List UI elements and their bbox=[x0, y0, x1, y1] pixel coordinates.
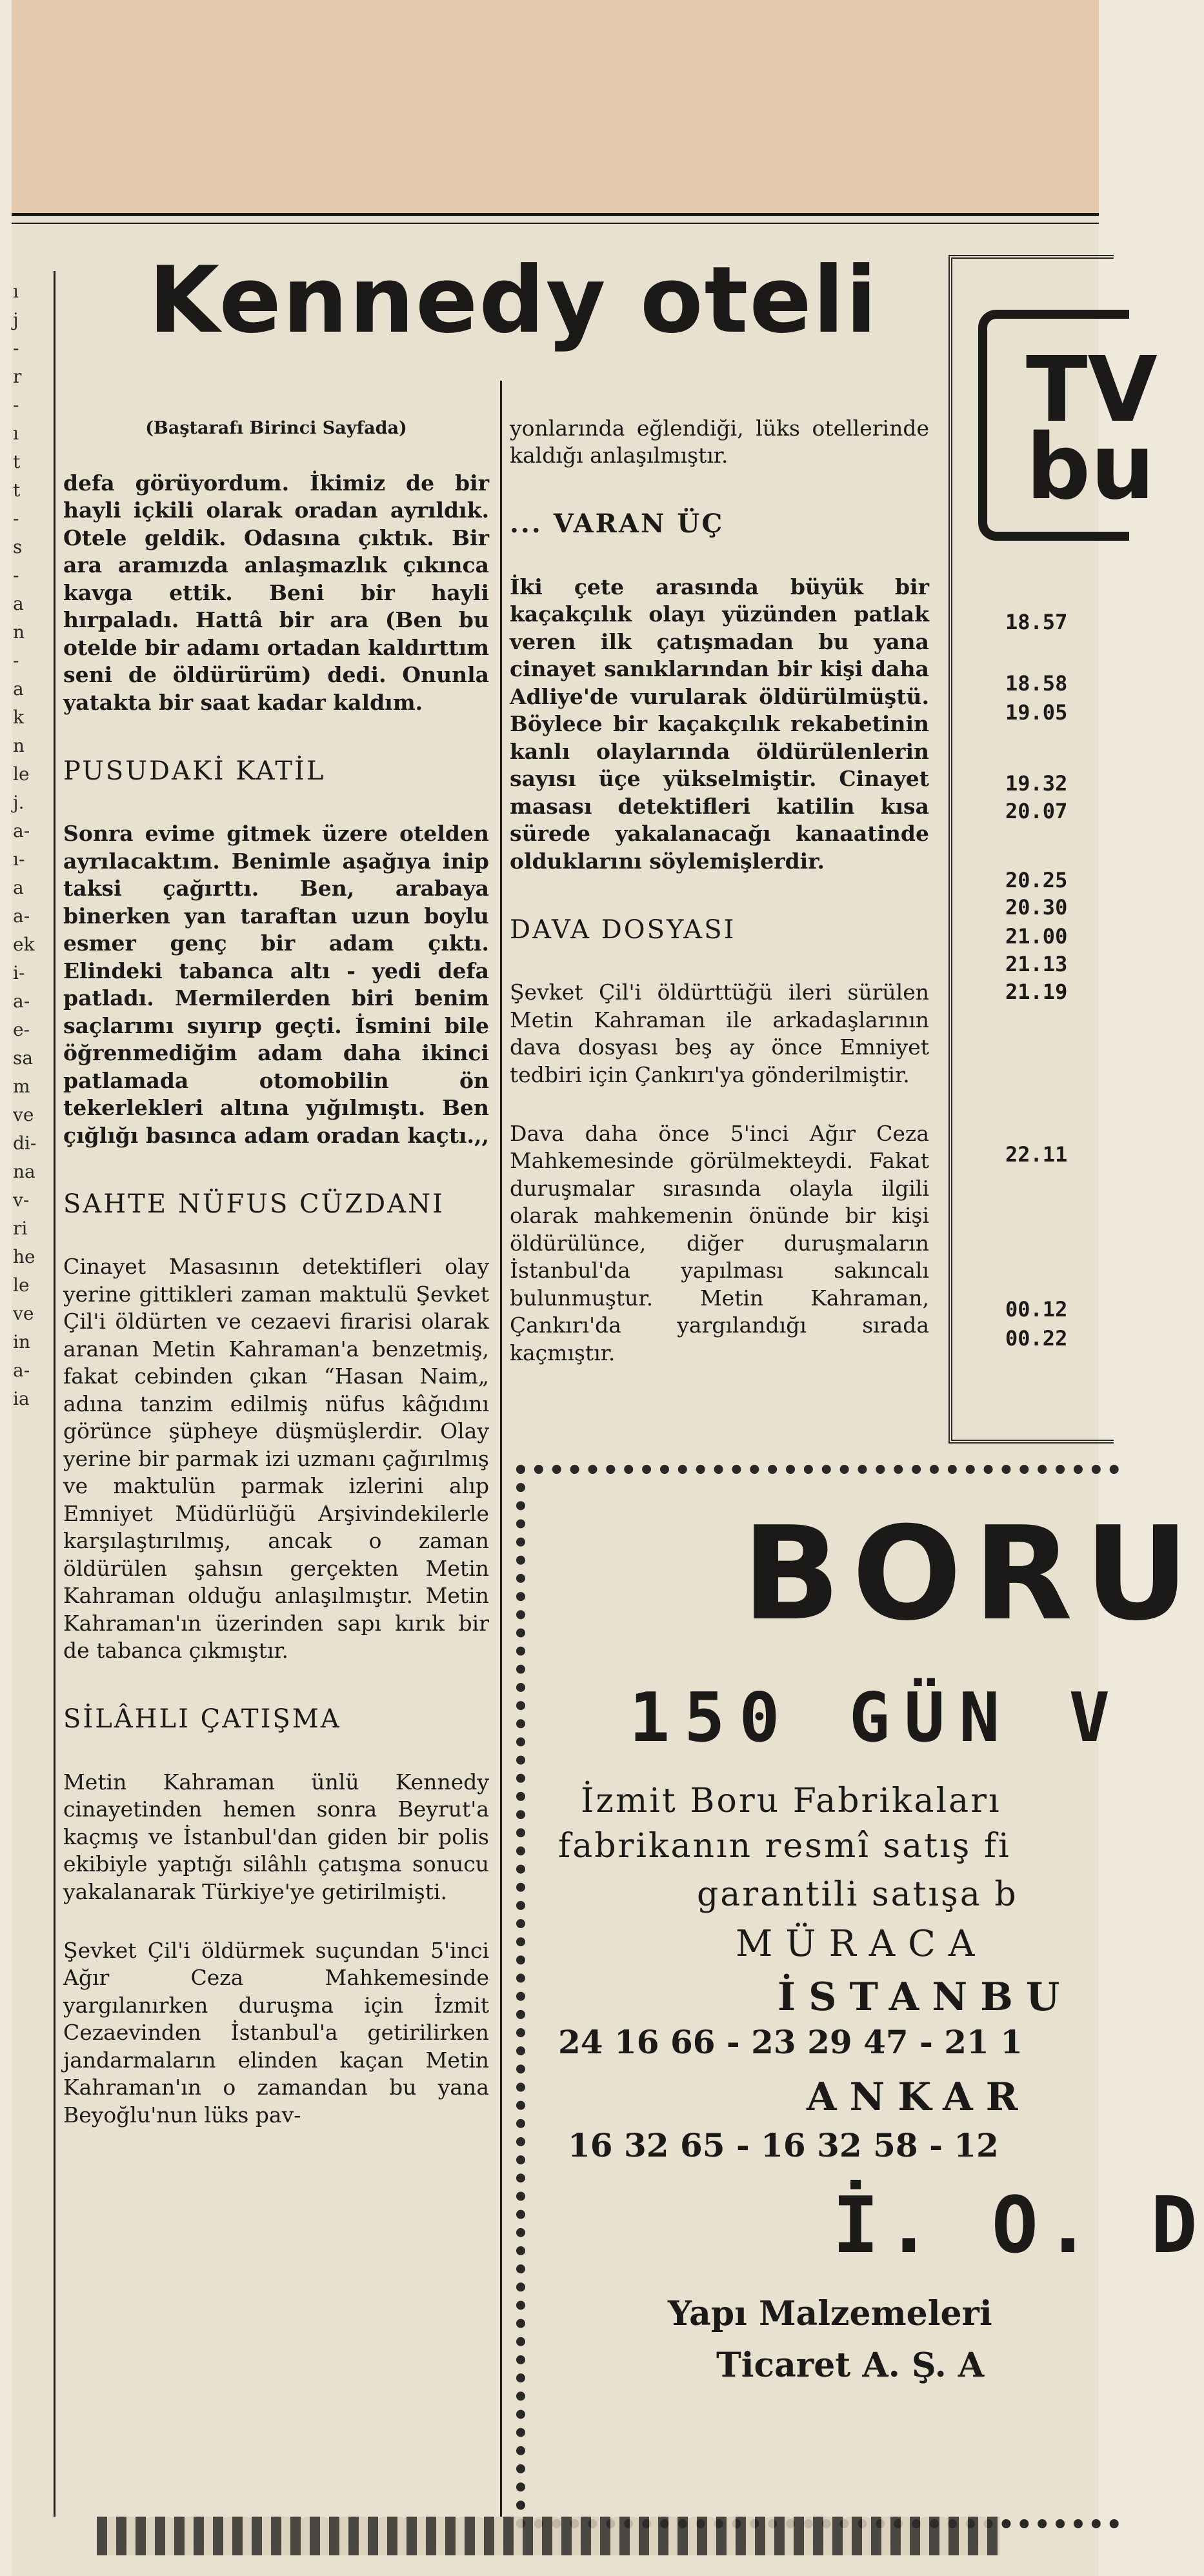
left-margin-fragment: j. bbox=[13, 792, 25, 813]
subhead-silahli-catisma: SİLÂHLI ÇATIŞMA bbox=[63, 1704, 341, 1734]
tv-logo-text bbox=[1026, 337, 1158, 520]
left-margin-fragment: he bbox=[13, 1246, 35, 1267]
left-margin-fragment: a bbox=[13, 593, 24, 614]
left-margin-fragment: - bbox=[13, 565, 19, 586]
ad-brand: BORU bbox=[742, 1499, 1201, 1649]
tv-time: 00.12 bbox=[1005, 1297, 1068, 1322]
left-margin-fragment: ia bbox=[13, 1388, 30, 1409]
article-paragraph: yonlarında eğlendiği, lüks otellerinde kaldığı anlaşılmıştır. bbox=[510, 415, 929, 468]
ad-company-line2: Ticaret A. Ş. A bbox=[716, 2346, 985, 2385]
left-margin-fragment: k bbox=[13, 707, 24, 728]
left-margin-fragment: t bbox=[13, 479, 21, 501]
ad-city-ankara: ANKAR bbox=[807, 2075, 1031, 2120]
left-margin-fragment: a bbox=[13, 877, 24, 898]
article-paragraph: İki çete arasında büyük bir kaçakçılık olayı yüzünden patlak veren ilk çatışmadan bu yana cinayet sanıklarından bir kişi daha Adliye'de vurularak öldürülmüştü. Böylece bir kaçakçılık rekabetinin kanlı olaylarında öldürülenlerin sayısı üçe yükselmiştir. Cinayet masası detektifleri katilin kısa sürede yakalanacağı kanaatinde olduklarını söylemişlerdir. bbox=[510, 574, 929, 874]
left-margin-fragment: ve bbox=[13, 1104, 34, 1125]
left-margin-fragment: ı bbox=[13, 423, 19, 444]
tv-time: 00.22 bbox=[1005, 1326, 1068, 1351]
left-margin-fragment: ı- bbox=[13, 849, 25, 870]
torn-paper-top bbox=[12, 0, 1099, 216]
article-paragraph: Cinayet Masasının detektifleri olay yerine gittikleri zaman maktulü Şevket Çil'i öldürten ve cezaevi firarisi olarak aranan Metin Kahraman'a benzetmiş, fakat cebinden çıkan “Hasan Naim„ adına tanzim edilmiş nüfus kâğıdını görünce şüpheye düşmüşlerdir. Olay yerine bir parmak izi uzmanı çağırılmış ve maktulün parmak izlerini alıp Emniyet Müdürlüğü Arşivindekilerle karşılaştırılmış, ancak o zaman öldürülen şahsın gerçekten Metin Kahraman olduğu anlaşılmıştır. Metin Kahraman'ın üzerinden sapı kırık bir de tabanca çıkmıştır. bbox=[63, 1254, 489, 1663]
left-margin-fragment: a- bbox=[13, 1360, 30, 1381]
subhead-pusudaki-katil: PUSUDAKİ KATİL bbox=[63, 756, 326, 786]
tv-logo-line-1: TV bbox=[1026, 337, 1158, 443]
tv-time: 22.11 bbox=[1005, 1142, 1068, 1167]
ad-company-initials: İ. O. D bbox=[832, 2181, 1204, 2271]
left-margin-fragment: di- bbox=[13, 1132, 37, 1154]
tv-time: 21.13 bbox=[1005, 952, 1068, 976]
ad-text: fabrikanın resmî satış fi bbox=[558, 1827, 1011, 1866]
left-margin-fragment: na bbox=[13, 1161, 35, 1182]
article-paragraph: Metin Kahraman ünlü Kennedy cinayetinden hemen sonra Beyrut'a kaçmış ve İstanbul'dan giden bir polis ekibiyle yaptığı silâhlı çatışma sonucu yakalanarak Türkiye'ye getirilmişti. bbox=[63, 1769, 489, 1904]
left-margin-fragment: ı bbox=[13, 281, 19, 302]
left-margin-fragment: a- bbox=[13, 820, 30, 841]
subhead-dava-dosyasi: DAVA DOSYASI bbox=[510, 914, 736, 945]
tv-time: 20.07 bbox=[1005, 799, 1068, 823]
column-rule-middle bbox=[500, 381, 502, 2517]
left-margin-fragment: - bbox=[13, 394, 19, 416]
tv-time: 21.19 bbox=[1005, 980, 1068, 1004]
article-column-2 bbox=[510, 387, 929, 1398]
left-margin-fragment: a- bbox=[13, 991, 30, 1012]
ad-company-line1: Yapı Malzemeleri bbox=[668, 2294, 992, 2333]
left-margin-fragment: - bbox=[13, 337, 19, 359]
tv-time: 19.05 bbox=[1005, 700, 1068, 725]
left-margin-fragment: le bbox=[13, 763, 30, 785]
article-column-1 bbox=[63, 387, 489, 2160]
left-margin-fragment: ek bbox=[13, 934, 35, 955]
left-margin-fragment: sa bbox=[13, 1047, 34, 1069]
left-margin-fragment: t bbox=[13, 451, 21, 472]
left-margin-fragment: v- bbox=[13, 1189, 30, 1211]
left-margin-fragment: in bbox=[13, 1331, 30, 1353]
column-rule-left bbox=[54, 271, 55, 2517]
ad-text: garantili satışa b bbox=[697, 1875, 1018, 1914]
subhead-sahte-nufus: SAHTE NÜFUS CÜZDANI bbox=[63, 1189, 445, 1219]
article-paragraph: Şevket Çil'i öldürmek suçundan 5'inci Ağır Ceza Mahkemesinde yargılanırken duruşma için İzmit Cezaevinden İstanbul'a getirilirken jandarmaların elinden kaçan Metin Kahraman'ın o zamandan bu yana Beyoğlu'nun lüks pav- bbox=[63, 1937, 489, 2128]
left-margin-fragment: m bbox=[13, 1076, 30, 1097]
tv-logo-line-2: bu bbox=[1026, 415, 1155, 520]
tv-time: 20.25 bbox=[1005, 868, 1068, 892]
left-margin-fragment: ri bbox=[13, 1218, 28, 1239]
left-margin-fragment: le bbox=[13, 1274, 30, 1296]
left-margin-fragments bbox=[13, 277, 52, 2536]
headline: Kennedy oteli bbox=[148, 247, 879, 354]
article-paragraph: Sonra evime gitmek üzere otelden ayrılacaktım. Benimle aşağıya inip taksi çağırttı. Ben, arabaya binerken yan taraftan uzun boylu esmer genç bir adam çıktı. Elindeki tabanca altı - yedi defa patladı. Mermilerden biri benim saçlarımı sıyırıp geçti. İsmini bile öğrenmediğim adam daha ikinci patlamada otomobilin ön tekerlekleri altına yığılmıştı. Ben çığlığı basınca adam oradan kaçtı.,, bbox=[63, 821, 489, 1148]
left-margin-fragment: j bbox=[13, 309, 19, 330]
subhead-varan-uc: ... VARAN ÜÇ bbox=[510, 508, 725, 539]
ad-phone-istanbul: 24 16 66 - 23 29 47 - 21 1 bbox=[558, 2023, 1023, 2061]
left-margin-fragment: - bbox=[13, 650, 19, 671]
article-intro: defa görüyordum. İkimiz de bir hayli içkili olarak oradan ayrıldık. Otele geldik. Odasına çıktık. Bir ara aramızda anlaşmazlık çıkınca kavga ettik. Beni bir hayli hırpaladı. Hattâ bir ara (Ben bu otelde bir adamı ortadan kaldırttım seni de öldürürüm) dedi. Onunla yatakta bir saat kadar kaldım. bbox=[63, 470, 489, 715]
article-paragraph: Şevket Çil'i öldürttüğü ileri sürülen Metin Kahraman ile arkadaşlarının dava dosyası beş ay önce Emniyet tedbiri için Çankırı'ya gönderilmiştir. bbox=[510, 980, 929, 1087]
ad-city-istanbul: İSTANBU bbox=[778, 1975, 1073, 2020]
tv-time: 18.58 bbox=[1005, 671, 1068, 696]
tv-time: 18.57 bbox=[1005, 610, 1068, 634]
left-margin-fragment: s bbox=[13, 536, 23, 558]
left-margin-fragment: - bbox=[13, 508, 19, 529]
top-rule bbox=[12, 213, 1099, 216]
left-margin-fragment: i- bbox=[13, 962, 25, 983]
ad-text: İzmit Boru Fabrikaları bbox=[581, 1782, 1001, 1820]
left-margin-fragment: ve bbox=[13, 1303, 34, 1324]
ad-contact-heading: MÜRACA bbox=[736, 1923, 988, 1965]
tv-time: 21.00 bbox=[1005, 924, 1068, 949]
tv-time: 20.30 bbox=[1005, 895, 1068, 920]
article-paragraph: Dava daha önce 5'inci Ağır Ceza Mahkemesinde görülmekteydi. Fakat duruşmalar sırasında olayla ilgili olarak mahkemenin önünde bir kişi öldürülünce, diğer duruşmaların İstanbul'da yapılması sakıncalı bulunmuştur. Metin Kahraman, Çankırı'da yargılandığı sırada kaçmıştır. bbox=[510, 1120, 929, 1365]
left-margin-fragment: a bbox=[13, 678, 24, 699]
left-margin-fragment: r bbox=[13, 366, 22, 387]
left-margin-fragment: a- bbox=[13, 905, 30, 927]
tv-time: 19.32 bbox=[1005, 771, 1068, 796]
bottom-border-strip bbox=[97, 2517, 1000, 2555]
left-margin-fragment: n bbox=[13, 735, 25, 756]
ad-phone-ankara: 16 32 65 - 16 32 58 - 12 bbox=[568, 2126, 999, 2164]
top-rule-thin bbox=[12, 223, 1099, 224]
continued-label: (Baştarafı Birinci Sayfada) bbox=[145, 418, 407, 438]
ad-offer: 150 GÜN V bbox=[629, 1678, 1124, 1757]
left-margin-fragment: n bbox=[13, 621, 25, 643]
left-margin-fragment: e- bbox=[13, 1019, 30, 1040]
